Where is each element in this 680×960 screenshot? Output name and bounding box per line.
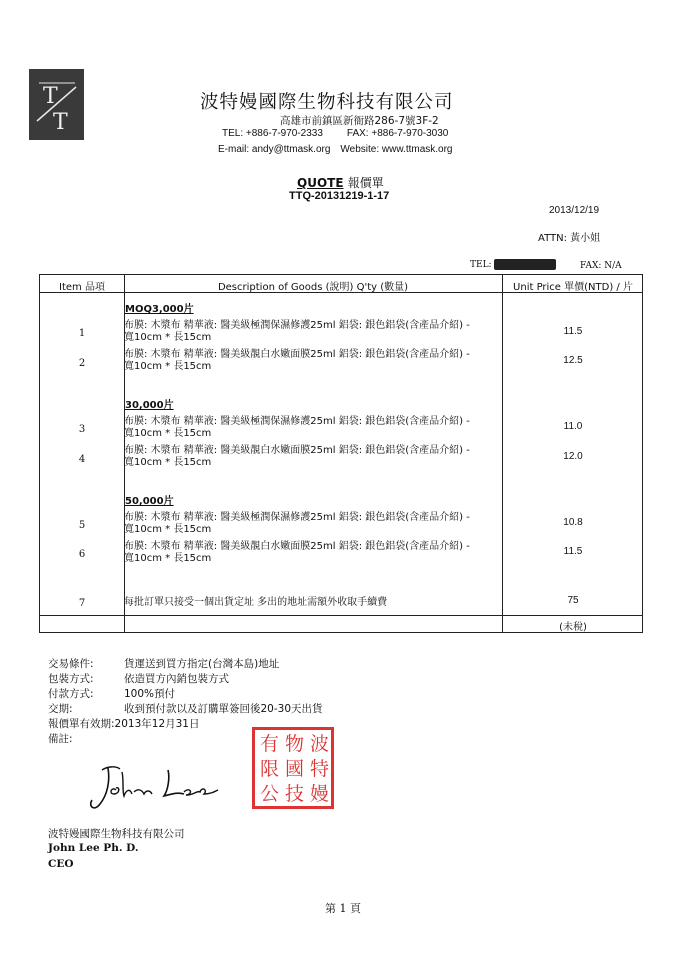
signatory-name: John Lee Ph. D. bbox=[48, 842, 139, 854]
item-number: 2 bbox=[78, 358, 86, 369]
svg-text:T: T bbox=[43, 84, 58, 109]
term-row: 交易條件: 貨運送到買方指定(台灣本島)地址 bbox=[48, 658, 280, 670]
customer-tel bbox=[470, 259, 556, 270]
term-row: 付款方式: 100%預付 bbox=[48, 688, 176, 700]
company-name: 波特嫚國際生物科技有限公司 bbox=[200, 92, 454, 113]
item-price: 12.5 bbox=[563, 355, 583, 366]
quote-title-en: QUOTE bbox=[297, 176, 344, 190]
term-row: 包裝方式: 依造買方內銷包裝方式 bbox=[48, 673, 229, 685]
term-row: 交期: 收到預付款以及訂購單簽回後20-30天出貨 bbox=[48, 703, 323, 715]
signatory-title: CEO bbox=[48, 858, 74, 870]
company-address: 高雄市前鎮區新衙路286-7號3F-2 bbox=[280, 115, 439, 127]
extra-charge-price: 75 bbox=[567, 595, 579, 606]
tt-logo-icon bbox=[29, 69, 84, 140]
item-description: 布膜: 木漿布 精華液: 醫美級靚白水嫩面膜25ml 鋁袋: 銀色鋁袋(含產品介紹) - 寬10cm * 長15cm bbox=[124, 541, 470, 564]
item-number: 4 bbox=[78, 454, 86, 465]
signatory-company: 波特嫚國際生物科技有限公司 bbox=[48, 828, 185, 840]
item-number: 5 bbox=[78, 520, 86, 531]
item-description: 布膜: 木漿布 精華液: 醫美級靚白水嫩面膜25ml 鋁袋: 銀色鋁袋(含產品介紹) - 寬10cm * 長15cm bbox=[124, 349, 470, 372]
term-row: 報價單有效期:2013年12月31日 bbox=[48, 718, 200, 730]
item-number: 1 bbox=[78, 328, 86, 339]
quote-table bbox=[39, 274, 643, 633]
company-seal-icon: 有 物 波 限 國 特 公 技 嫚 bbox=[252, 727, 334, 809]
tier-label: MOQ3,000片 bbox=[125, 304, 194, 315]
extra-charge-description: 每批訂單只接受一個出貨定址 多出的地址需額外收取手續費 bbox=[124, 597, 388, 608]
quote-title bbox=[297, 174, 384, 191]
email-web-line bbox=[218, 144, 453, 155]
customer-tel-label: TEL: bbox=[470, 260, 492, 270]
quote-date: 2013/12/19 bbox=[549, 205, 600, 216]
phone-fax-line bbox=[222, 128, 448, 139]
company-website: Website: www.ttmask.org bbox=[340, 144, 453, 155]
item-description: 布膜: 木漿布 精華液: 醫美級極潤保濕修護25ml 鋁袋: 銀色鋁袋(含產品介紹) - 寬10cm * 長15cm bbox=[124, 320, 470, 343]
item-number: 3 bbox=[78, 424, 86, 435]
customer-fax: FAX: N/A bbox=[580, 261, 622, 271]
quote-title-zh: 報價單 bbox=[347, 176, 384, 190]
item-price: 12.0 bbox=[563, 451, 583, 462]
company-fax: FAX: +886-7-970-3030 bbox=[346, 128, 449, 139]
tier-label: 50,000片 bbox=[125, 496, 174, 507]
item-number: 7 bbox=[78, 598, 86, 609]
item-description: 布膜: 木漿布 精華液: 醫美級極潤保濕修護25ml 鋁袋: 銀色鋁袋(含產品介紹) - 寬10cm * 長15cm bbox=[124, 512, 470, 535]
redacted-phone bbox=[494, 259, 556, 270]
item-price: 11.5 bbox=[563, 546, 583, 557]
header-description: Description of Goods (說明) Q'ty (數量) bbox=[217, 282, 409, 293]
item-price: 11.0 bbox=[563, 421, 583, 432]
header-item: Item 品項 bbox=[59, 282, 105, 293]
attention-line: ATTN: 黃小姐 bbox=[538, 233, 601, 244]
footer-divider bbox=[40, 615, 642, 616]
header-unit-price: Unit Price 單價(NTD) / 片 bbox=[513, 282, 633, 293]
term-row: 備註: bbox=[48, 733, 73, 745]
item-price: 10.8 bbox=[563, 517, 583, 528]
svg-text:T: T bbox=[53, 110, 68, 135]
quote-number: TTQ-20131219-1-17 bbox=[289, 190, 390, 202]
signature-icon bbox=[86, 760, 226, 825]
tier-label: 30,000片 bbox=[125, 400, 174, 411]
item-price: 11.5 bbox=[563, 326, 583, 337]
company-tel: TEL: +886-7-970-2333 bbox=[222, 128, 323, 139]
item-description: 布膜: 木漿布 精華液: 醫美級靚白水嫩面膜25ml 鋁袋: 銀色鋁袋(含產品介紹) - 寬10cm * 長15cm bbox=[124, 445, 470, 468]
company-email: E-mail: andy@ttmask.org bbox=[218, 144, 331, 155]
page-number: 第 1 頁 bbox=[325, 902, 361, 915]
tax-excluded-note: (未稅) bbox=[559, 622, 587, 633]
item-description: 布膜: 木漿布 精華液: 醫美級極潤保濕修護25ml 鋁袋: 銀色鋁袋(含產品介紹) - 寬10cm * 長15cm bbox=[124, 416, 470, 439]
item-number: 6 bbox=[78, 549, 86, 560]
